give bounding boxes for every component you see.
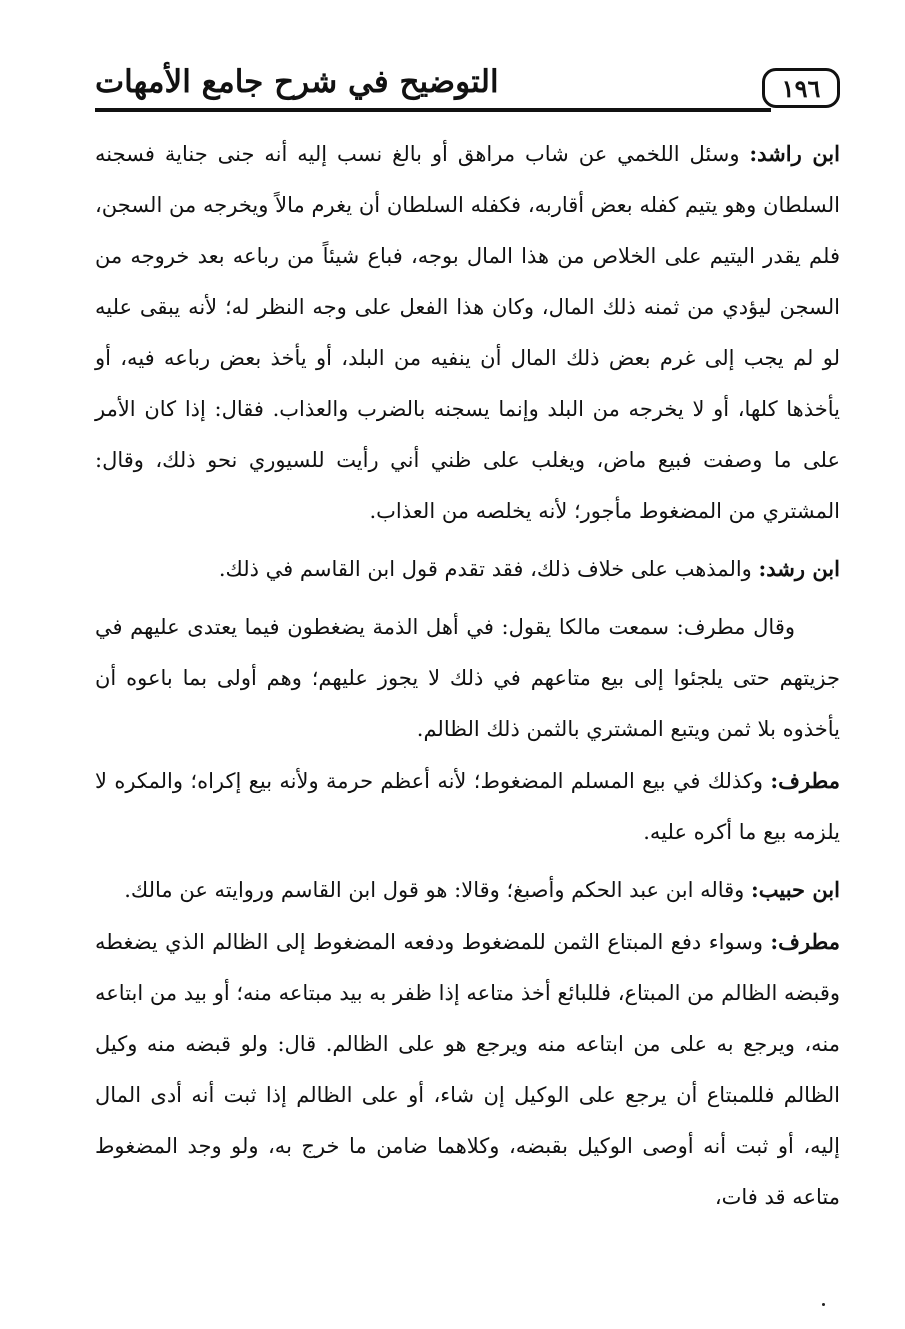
- page-header: [95, 58, 840, 114]
- book-title: التوضيح في شرح جامع الأمهات: [95, 64, 499, 100]
- paragraph-ibn-rushd: [95, 543, 840, 595]
- speaker-label: مطرف:: [770, 929, 840, 954]
- paragraph-ibn-habib: [95, 864, 840, 916]
- paragraph-mutarrif-2: [95, 916, 840, 1223]
- speaker-label: ابن حبيب:: [750, 877, 840, 902]
- paragraph-text: والمذهب على خلاف ذلك، فقد تقدم قول ابن القاسم في ذلك.: [218, 557, 759, 581]
- speaker-label: مطرف:: [770, 768, 840, 793]
- speaker-label: ابن راشد:: [749, 141, 840, 166]
- print-speck: [822, 1303, 825, 1306]
- speaker-label: ابن رشد:: [758, 556, 840, 581]
- paragraph-text: وسئل اللخمي عن شاب مراهق أو بالغ نسب إليه أنه جنى جناية فسجنه السلطان وهو يتيم كفله بعض أقاربه، فكفله السلطان أن يغرم مالاً ويخرجه من السجن، فلم يقدر اليتيم على الخلاص من هذا المال بوجه، فباع شيئاً من رباعه بعد خروجه من السجن ليؤدي من ثمنه ذلك المال، وكان هذا الفعل على وجه النظر له؛ لأنه يبقى عليه لو لم يجب إلى غرم بعض ذلك المال أن ينفيه من البلد، أو يأخذ بعض رباعه فيه، أو يأخذها كلها، أو لا يخرجه من البلد وإنما يسجنه بالضرب والعذاب. فقال: إذا كان الأمر على ما وصفت فبيع ماض، ويغلب على ظني أني رأيت للسيوري نحو ذلك، وقال: المشتري من المضغوط مأجور؛ لأنه يخلصه من العذاب.: [95, 142, 840, 523]
- paragraph-text: وقاله ابن عبد الحكم وأصبغ؛ وقالا: هو قول ابن القاسم وروايته عن مالك.: [124, 878, 751, 902]
- paragraph-ibn-rashid: [95, 128, 840, 537]
- page-number: ١٩٦: [762, 68, 840, 108]
- paragraph-mutarrif-quote: [95, 601, 840, 755]
- paragraph-text: وكذلك في بيع المسلم المضغوط؛ لأنه أعظم حرمة ولأنه بيع إكراه؛ والمكره لا يلزمه بيع ما أكره عليه.: [95, 769, 840, 844]
- header-rule: [95, 108, 771, 112]
- paragraph-text: وقال مطرف: سمعت مالكا يقول: في أهل الذمة يضغطون فيما يعتدى عليهم في جزيتهم حتى يلجئوا إلى بيع متاعهم في ذلك لا يجوز عليهم؛ وهم أولى بما باعوه أن يأخذوه بلا ثمن ويتبع المشتري بالثمن ذلك الظالم.: [95, 615, 840, 741]
- paragraph-text: وسواء دفع المبتاع الثمن للمضغوط ودفعه المضغوط إلى الظالم الذي يضغطه وقبضه الظالم من المبتاع، فللبائع أخذ متاعه إذا ظفر به بيد مبتاعه منه؛ أو بيد من ابتاعه منه، ويرجع به على من ابتاعه منه ويرجع هو على الظالم. قال: ولو قبضه منه وكيل الظالم فللمبتاع أن يرجع على الوكيل إن شاء، أو على الظالم إذا ثبت أنه أدى المال إليه، أو ثبت أنه أوصى الوكيل بقبضه، وكلاهما ضامن ما خرج به، ولو وجد المضغوط متاعه قد فات،: [95, 930, 840, 1209]
- paragraph-mutarrif-1: [95, 755, 840, 858]
- page-body: [95, 128, 840, 1223]
